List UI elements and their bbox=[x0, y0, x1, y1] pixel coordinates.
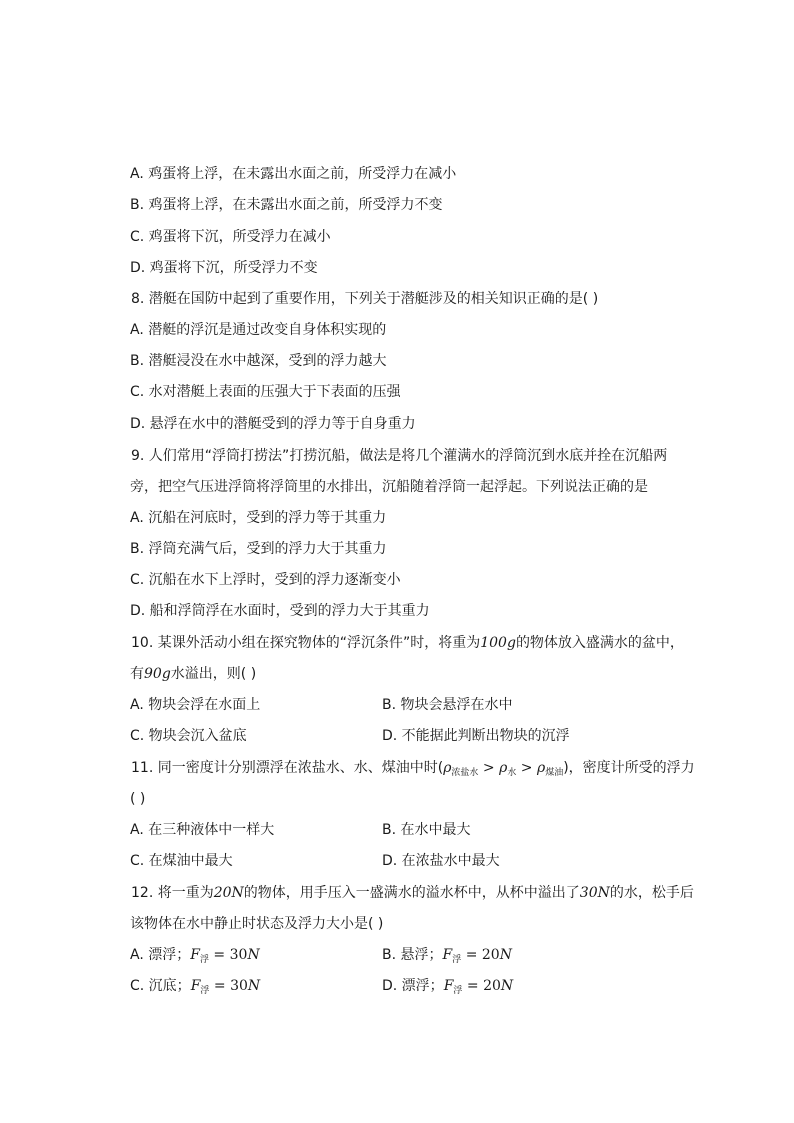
subscript-water: 水 bbox=[507, 768, 517, 778]
q8-option-d: D. 悬浮在水中的潜艇受到的浮力等于自身重力 bbox=[130, 416, 416, 432]
q12-option-a-label: A. 漂浮； bbox=[130, 947, 191, 963]
buoyancy-formula bbox=[443, 947, 512, 963]
buoyancy-formula bbox=[444, 978, 513, 994]
equals-symbol: = bbox=[461, 947, 482, 963]
q10-overflow-value: 90 bbox=[144, 666, 162, 682]
q10-stem-line2 bbox=[130, 664, 256, 684]
equals-symbol: = bbox=[208, 947, 230, 963]
q11-density-inequality bbox=[443, 760, 563, 776]
force-symbol: F bbox=[442, 947, 453, 963]
force-symbol: F bbox=[190, 947, 200, 963]
q12-option-d-value: 20 bbox=[483, 978, 501, 994]
q12-option-b-value: 20 bbox=[481, 947, 500, 963]
q12-stem-text-c: 的水，松手后 bbox=[609, 885, 694, 901]
q11-stem-text-a: 11. 同一密度计分别漂浮在浓盐水、水、煤油中时( bbox=[131, 760, 444, 776]
q8-option-a: A. 潜艇的浮沉是通过改变自身体积实现的 bbox=[130, 322, 387, 338]
q12-stem-line1 bbox=[131, 883, 694, 903]
q9-option-c: C. 沉船在水下上浮时，受到的浮力逐渐变小 bbox=[130, 572, 401, 588]
equals-symbol: = bbox=[209, 978, 231, 994]
q9-stem-line1: 9. 人们常用“浮筒打捞法”打捞沉船，做法是将几个灌满水的浮筒沉到水底并拴在沉船两 bbox=[131, 448, 668, 464]
newton-unit: N bbox=[500, 978, 514, 994]
q10-option-c: C. 物块会沉入盆底 bbox=[130, 728, 247, 744]
force-symbol: F bbox=[443, 978, 454, 994]
q12-weight-unit: N bbox=[231, 885, 244, 901]
equals-symbol: = bbox=[462, 978, 484, 994]
rho-symbol: ρ bbox=[499, 760, 508, 776]
q11-option-a: A. 在三种液体中一样大 bbox=[130, 822, 275, 838]
q11-stem-text-b: )，密度计所受的浮力 bbox=[563, 760, 695, 776]
q10-stem-text-c: 有 bbox=[130, 666, 144, 682]
q12-option-a bbox=[130, 945, 260, 970]
rho-symbol: ρ bbox=[536, 760, 546, 776]
q8-stem: 8. 潜艇在国防中起到了重要作用，下列关于潜艇涉及的相关知识正确的是( ) bbox=[131, 291, 599, 307]
q12-option-c bbox=[130, 976, 260, 1001]
q8-option-b: B. 潜艇浸没在水中越深，受到的浮力越大 bbox=[130, 353, 387, 369]
q11-stem-line1 bbox=[131, 758, 695, 783]
q11-option-b: B. 在水中最大 bbox=[382, 822, 471, 838]
q7-option-d: D. 鸡蛋将下沉，所受浮力不变 bbox=[130, 260, 318, 276]
force-subscript: 浮 bbox=[199, 955, 209, 965]
force-subscript: 浮 bbox=[200, 986, 210, 996]
q7-option-b: B. 鸡蛋将上浮，在未露出水面之前，所受浮力不变 bbox=[130, 197, 443, 213]
q7-option-a: A. 鸡蛋将上浮，在未露出水面之前，所受浮力在减小 bbox=[130, 166, 457, 182]
q12-option-b-label: B. 悬浮； bbox=[382, 947, 443, 963]
q11-option-c: C. 在煤油中最大 bbox=[130, 853, 233, 869]
q12-weight-value: 20 bbox=[213, 885, 232, 901]
q10-stem-text-a: 10. 某课外活动小组在探究物体的“浮沉条件”时，将重为 bbox=[131, 635, 481, 651]
q12-overflow-value: 30 bbox=[579, 885, 598, 901]
q12-option-a-value: 30 bbox=[229, 947, 248, 963]
newton-unit: N bbox=[247, 978, 261, 994]
q9-option-b: B. 浮筒充满气后，受到的浮力大于其重力 bbox=[130, 541, 387, 557]
q10-stem-text-b: 的物体放入盛满水的盆中， bbox=[515, 635, 684, 651]
q10-option-b: B. 物块会悬浮在水中 bbox=[382, 697, 513, 713]
q12-option-c-value: 30 bbox=[230, 978, 248, 994]
q11-option-d: D. 在浓盐水中最大 bbox=[382, 853, 500, 869]
rho-symbol: ρ bbox=[443, 760, 452, 776]
force-subscript: 浮 bbox=[452, 955, 462, 965]
subscript-brine: 浓盐水 bbox=[451, 768, 479, 778]
buoyancy-formula bbox=[191, 978, 260, 994]
q12-stem-text-b: 的物体，用手压入一盛满水的溢水杯中，从杯中溢出了 bbox=[243, 885, 580, 901]
newton-unit: N bbox=[247, 947, 260, 963]
subscript-kerosene: 煤油 bbox=[545, 768, 564, 778]
q10-mass-unit: g bbox=[506, 635, 516, 651]
q12-stem-text-a: 12. 将一重为 bbox=[131, 885, 214, 901]
q12-option-d-label: D. 漂浮； bbox=[382, 978, 444, 994]
q11-stem-line2: ( ) bbox=[130, 791, 146, 807]
q12-option-b bbox=[382, 945, 512, 970]
q10-stem-line1 bbox=[131, 633, 684, 653]
newton-unit: N bbox=[499, 947, 512, 963]
q12-overflow-unit: N bbox=[597, 885, 610, 901]
q8-option-c: C. 水对潜艇上表面的压强大于下表面的压强 bbox=[130, 384, 401, 400]
buoyancy-formula bbox=[190, 947, 259, 963]
q10-stem-text-d: 水溢出，则( ) bbox=[170, 666, 257, 682]
q7-option-c: C. 鸡蛋将下沉，所受浮力在减小 bbox=[130, 229, 331, 245]
q10-option-a: A. 物块会浮在水面上 bbox=[130, 697, 261, 713]
force-subscript: 浮 bbox=[453, 986, 463, 996]
q10-overflow-unit: g bbox=[161, 666, 171, 682]
q9-stem-line2: 旁，把空气压进浮筒将浮筒里的水排出，沉船随着浮筒一起浮起。下列说法正确的是 bbox=[130, 479, 648, 495]
gt-symbol: > bbox=[478, 760, 500, 776]
q12-option-d bbox=[382, 976, 513, 1001]
force-symbol: F bbox=[190, 978, 201, 994]
q12-stem-line2: 该物体在水中静止时状态及浮力大小是( ) bbox=[130, 916, 384, 932]
q9-option-a: A. 沉船在河底时，受到的浮力等于其重力 bbox=[130, 510, 387, 526]
gt-symbol: > bbox=[516, 760, 537, 776]
q9-option-d: D. 船和浮筒浮在水面时，受到的浮力大于其重力 bbox=[130, 603, 430, 619]
q10-mass-value: 100 bbox=[480, 635, 507, 651]
q12-option-c-label: C. 沉底； bbox=[130, 978, 191, 994]
q10-option-d: D. 不能据此判断出物块的沉浮 bbox=[382, 728, 570, 744]
